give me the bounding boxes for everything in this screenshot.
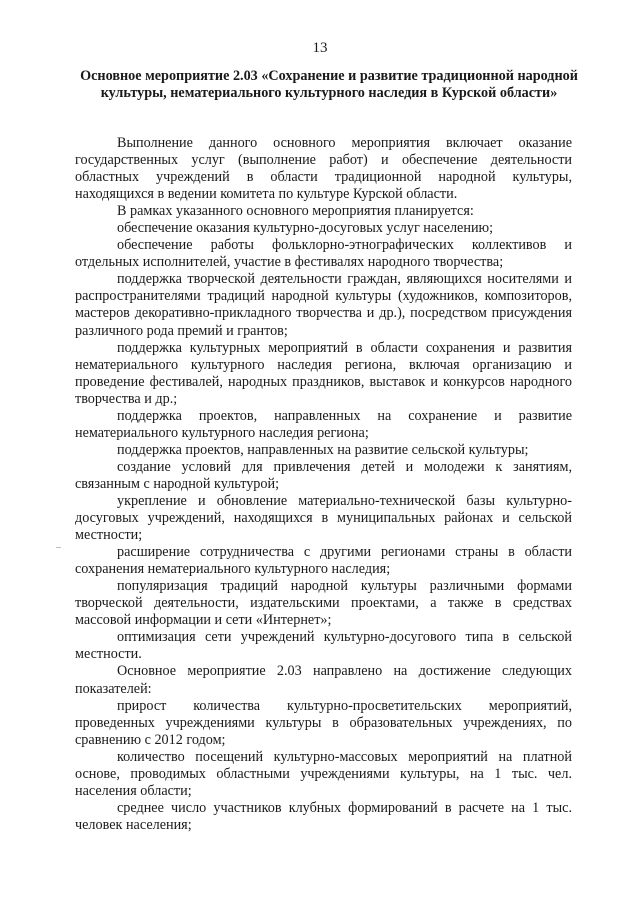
paragraph: Основное мероприятие 2.03 направлено на достижение следующих показателей: — [75, 663, 572, 697]
scan-mark — [56, 547, 61, 548]
indicator-item: прирост количества культурно-просветительских мероприятий, проведенных учреждениями культуры в образовательных учреждениях, по сравнению с 2012 годом; — [75, 697, 572, 748]
list-item: поддержка культурных мероприятий в области сохранения и развития нематериального культурного наследия региона, включая организацию и проведение фестивалей, народных праздников, выставок и конкурсов народного творчества и др.; — [75, 339, 572, 407]
paragraph: В рамках указанного основного мероприятия планируется: — [117, 203, 474, 220]
indicator-item: количество посещений культурно-массовых мероприятий на платной основе, проводимых областными учреждениями культуры, на 1 тыс. чел. населения области; — [75, 748, 572, 799]
list-item: поддержка творческой деятельности граждан, являющихся носителями и распространителями традиций народной культуры (художников, композиторов, мастеров декоративно-прикладного творчества и др.), посредством присуждения различного рода премий и грантов; — [75, 271, 572, 339]
list-item: расширение сотрудничества с другими регионами страны в области сохранения нематериального культурного наследия; — [75, 544, 572, 578]
list-item: обеспечение работы фольклорно-этнографических коллективов и отдельных исполнителей, участие в фестивалях народного творчества; — [75, 237, 572, 271]
body-text — [75, 135, 572, 834]
section-heading: Основное мероприятие 2.03 «Сохранение и развитие традиционной народной культуры, нематериального культурного наследия в Курской области» — [80, 68, 578, 101]
list-item: популяризация традиций народной культуры различными формами творческой деятельности, издательскими проектами, а также в средствах массовой информации и сети «Интернет»; — [75, 578, 572, 629]
list-item: укрепление и обновление материально-технической базы культурно-досуговых учреждений, находящихся в муниципальных районах и сельской местности; — [75, 492, 572, 544]
list-item: поддержка проектов, направленных на сохранение и развитие нематериального культурного наследия региона; — [75, 407, 572, 441]
paragraph: Выполнение данного основного мероприятия включает оказание государственных услуг (выполнение работ) и обеспечение деятельности областных учреждений в области традиционной народной культуры, находящихся в ведении комитета по культуре Курской области. — [75, 135, 572, 203]
indicator-item: среднее число участников клубных формирований в расчете на 1 тыс. человек населения; — [75, 799, 572, 833]
page-number: 13 — [312, 40, 328, 56]
list-item: создание условий для привлечения детей и молодежи к занятиям, связанным с народной культурой; — [75, 458, 572, 492]
list-item: оптимизация сети учреждений культурно-досугового типа в сельской местности. — [75, 629, 572, 663]
list-item: обеспечение оказания культурно-досуговых услуг населению; — [117, 220, 494, 237]
list-item: поддержка проектов, направленных на развитие сельской культуры; — [117, 441, 529, 458]
